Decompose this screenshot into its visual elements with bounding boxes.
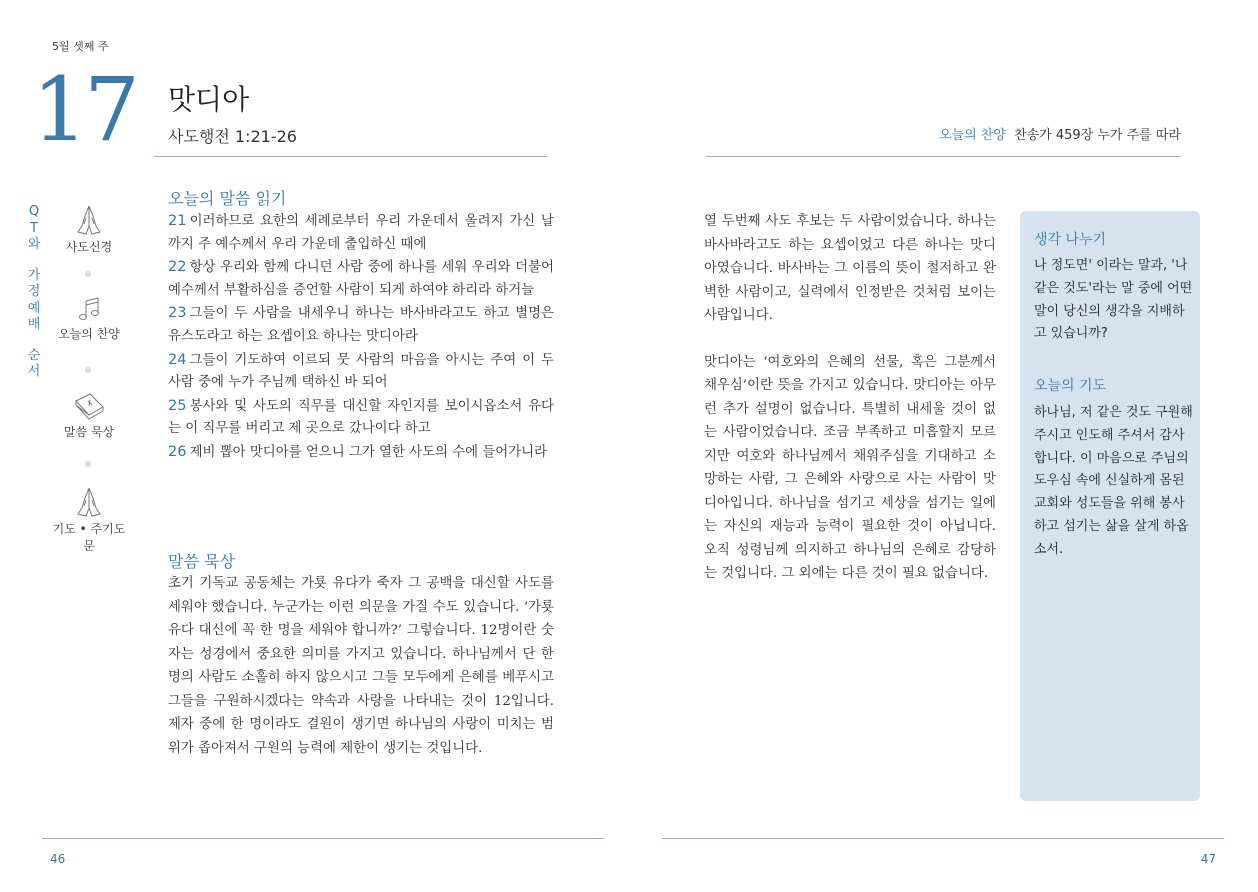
step-apostles-creed <box>48 204 130 255</box>
paragraph: 열 두번째 사도 후보는 두 사람이었습니다. 하나는 바사바라고도 하는 요셉이었고 다른 하나는 맛디아였습니다. 바사바는 그 이름의 뜻이 철저하고 완벽한 사람이고, 실력에서 인정받은 것처럼 보이는 사람입니다. <box>704 214 996 323</box>
vertical-title-char: 정 <box>27 284 41 299</box>
hymn-label: 오늘의 찬양 <box>938 128 1006 143</box>
vertical-title-gap <box>27 254 41 268</box>
verse <box>168 302 554 348</box>
vertical-title-gap <box>27 334 41 348</box>
page-title: 맛디아 <box>168 83 250 116</box>
scripture-passage: 사도행전 1:21-26 <box>168 127 297 146</box>
verse-number: 22 <box>168 258 187 276</box>
vertical-title-char: Q <box>28 204 40 219</box>
verse <box>168 210 554 256</box>
header-divider-left <box>154 156 547 157</box>
step-divider-dot <box>85 367 91 373</box>
reflection-sidebar <box>1020 211 1200 801</box>
praying-hands-icon <box>74 204 104 236</box>
step-label: 사도신경 <box>65 240 113 254</box>
step-prayer <box>48 486 130 554</box>
verse-number: 25 <box>168 396 187 414</box>
vertical-title-char: 순 <box>27 347 41 363</box>
vertical-title-char: 와 <box>27 237 41 252</box>
vertical-title-char: 배 <box>27 317 41 332</box>
reading-heading: 오늘의 말씀 읽기 <box>168 189 287 208</box>
step-divider-dot <box>85 271 91 277</box>
step-label: 오늘의 찬양 <box>58 327 120 341</box>
footer-divider-left <box>42 838 604 839</box>
step-divider-dot <box>85 461 91 467</box>
vertical-title-char: 가 <box>27 267 41 283</box>
step-hymn <box>48 297 130 342</box>
share-heading: 생각 나누기 <box>1034 232 1107 248</box>
step-label: 기도 • 주기도문 <box>52 522 126 553</box>
vertical-title-char: T <box>30 220 38 236</box>
verse-number: 23 <box>168 304 187 322</box>
day-number: 17 <box>32 58 136 161</box>
verse-number: 26 <box>168 442 187 460</box>
share-text: 나 정도면' 이라는 말과, '나 같은 것도'라는 말 중에 어떤 말이 당신의 생각을 지배하고 있습니까? <box>1034 258 1193 342</box>
vertical-title-char: 서 <box>27 364 41 379</box>
verse-text: 그들이 두 사람을 내세우니 하나는 바사바라고도 하고 별명은 유스도라고 하는 요셉이요 하나는 맛디아라 <box>168 306 554 344</box>
todays-hymn <box>939 124 1181 143</box>
meditation-continuation <box>704 210 996 586</box>
verse <box>168 395 554 441</box>
hymn-value: 찬송가 459장 누가 주를 따라 <box>1014 128 1181 143</box>
verse-text: 봉사와 및 사도의 직무를 대신할 자인지를 보이시옵소서 유다는 이 직무를 버리고 제 곳으로 갔나이다 하고 <box>168 398 554 437</box>
prayer-heading: 오늘의 기도 <box>1034 378 1107 394</box>
verse <box>168 256 554 302</box>
verse-text: 그들이 기도하여 이르되 뭇 사람의 마음을 아시는 주여 이 두 사람 중에 누가 주님께 택하신 바 되어 <box>168 352 554 391</box>
step-meditation <box>48 391 130 440</box>
verse-text: 제비 뽑아 맛디아를 얻으니 그가 열한 사도의 수에 들어가니라 <box>189 444 548 460</box>
prayer-text: 하나님, 저 같은 것도 구원해 주시고 인도해 주셔서 감사합니다. 이 마음으로 주님의 도우심 속에 신실하게 몸된 교회와 성도들을 위해 봉사하고 섬기는 삶을 살게 하옵소서. <box>1034 405 1193 557</box>
praying-hands-icon <box>74 486 104 518</box>
header-divider-right <box>706 156 1181 157</box>
page-number-left: 46 <box>50 852 66 866</box>
meditation-text: 초기 기독교 공동체는 가룟 유다가 죽자 그 공백을 대신할 사도를 세워야 했습니다. 누군가는 이런 의문을 가질 수도 있습니다. ‘가룟 유다 대신에 꼭 한 명을 세워야 합니까?’ 그렇습니다. 12명이란 숫자는 성경에서 중요한 의미를 가지고 있습니다. 하나님께서 단 한 명의 사람도 소홀히 하지 않으시고 그들 모두에게 은혜를 베푸시고 그들을 구원하시겠다는 약속과 사랑을 나타내는 것이 12입니다. 제자 중에 한 명이라도 결원이 생기면 하나님의 사랑이 미치는 범위가 좁아져서 구원의 능력에 제한이 생기는 것입니다. <box>168 576 554 756</box>
paragraph: 맛디아는 ‘여호와의 은혜의 선물, 혹은 그분께서 채우심’이란 뜻을 가지고 있습니다. 맛디아는 아무런 추가 설명이 없습니다. 특별히 내세울 것이 없는 사람이었습니다. 조금 부족하고 미흡할지 모르지만 여호와 하나님께서 채워주심을 기대하고 소망하는 사람, 그 은혜와 사랑으로 사는 사람이 맛디아입니다. 하나님을 섬기고 세상을 섬기는 일에는 자신의 재능과 능력이 필요한 것이 아닙니다. 오직 성령님께 의지하고 하나님의 은혜로 감당하는 것입니다. 그 외에는 다른 것이 필요 없습니다. <box>704 354 996 581</box>
verse-list <box>168 210 554 465</box>
vertical-title-char: 예 <box>27 300 41 316</box>
verse-number: 24 <box>168 350 187 368</box>
verse-number: 21 <box>168 212 187 229</box>
bible-icon <box>72 391 106 421</box>
meditation-heading: 말씀 묵상 <box>168 552 235 571</box>
page-number-right: 47 <box>1200 852 1216 866</box>
verse <box>168 349 554 395</box>
step-label: 말씀 묵상 <box>63 425 115 439</box>
verse <box>168 441 554 465</box>
footer-divider-right <box>662 838 1224 839</box>
vertical-title <box>27 204 41 381</box>
verse-text: 항상 우리와 함께 다니던 사람 중에 하나를 세워 우리와 더불어 예수께서 부활하심을 증언할 사람이 되게 하여야 하리라 하거늘 <box>168 260 554 298</box>
verse-text: 이러하므로 요한의 세례로부터 우리 가운데서 올려지 가신 날까지 주 예수께서 우리 가운데 출입하신 때에 <box>168 214 554 252</box>
music-note-icon <box>74 297 104 323</box>
week-label: 5월 셋째 주 <box>52 40 109 53</box>
